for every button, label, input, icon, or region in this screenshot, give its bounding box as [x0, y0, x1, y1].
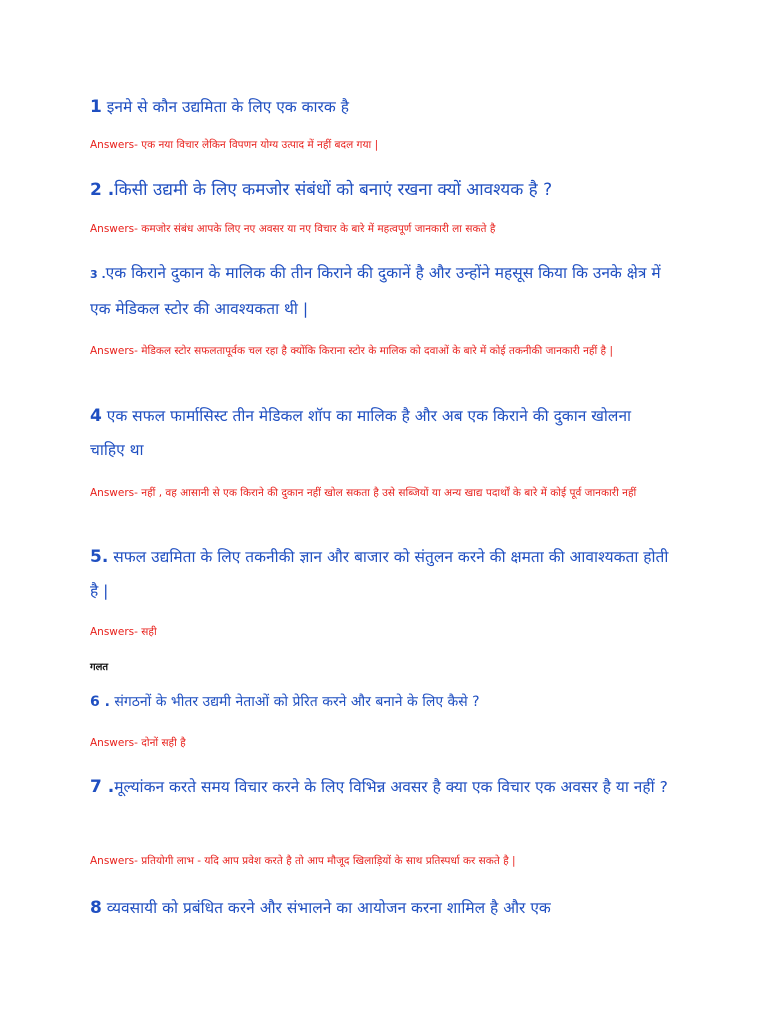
question-text: मूल्यांकन करते समय विचार करने के लिए विभिन्न अवसर है क्या एक विचार एक अवसर है या नहीं ?	[114, 778, 668, 796]
question-text: किसी उद्यमी के लिए कमजोर संबंधों को बनाएं रखना क्यों आवश्यक है ?	[114, 180, 553, 200]
question-text: एक किराने दुकान के मालिक की तीन किराने की दुकानें है और उन्होंने महसूस किया कि उनके क्षेत्र में एक मेडिकल स्टोर की आवश्यकता थी |	[90, 264, 661, 318]
misc-label: गलत	[90, 662, 109, 673]
question-3	[90, 256, 670, 326]
question-text: व्यवसायी को प्रबंधित करने और संभालने का आयोजन करना शामिल है और एक	[101, 899, 551, 917]
answer-5: Answers- सही	[90, 626, 157, 638]
question-text: संगठनों के भीतर उद्यमी नेताओं को प्रेरित करने और बनाने के लिए कैसे ?	[109, 694, 480, 710]
question-number: 1	[90, 97, 102, 117]
question-2	[90, 173, 670, 207]
question-text: सफल उद्यमिता के लिए तकनीकी ज्ञान और बाजार को संतुलन करने की क्षमता की आवाश्यकता होती है |	[90, 548, 669, 600]
question-text: इनमे से कौन उद्यमिता के लिए एक कारक है	[101, 98, 349, 116]
answer-6: Answers- दोनों सही है	[90, 737, 186, 749]
question-4	[90, 399, 670, 467]
question-text: एक सफल फार्मासिस्ट तीन मेडिकल शॉप का मालिक है और अब एक किराने की दुकान खोलना चाहिए था	[90, 407, 632, 459]
question-number: 7 .	[90, 777, 115, 797]
question-number: 5.	[90, 547, 109, 567]
answer-7: Answers- प्रतियोगी लाभ - यदि आप प्रवेश करते है तो आप मौजूद खिलाड़ियों के साथ प्रतिस्पर्धा कर सकते है |	[90, 855, 516, 867]
question-number: 6 .	[90, 694, 110, 710]
answer-2: Answers- कमजोर संबंध आपके लिए नए अवसर या नए विचार के बारे में महत्वपूर्ण जानकारी ला सकते है	[90, 223, 496, 235]
question-8	[90, 891, 670, 925]
question-7	[90, 770, 670, 804]
answer-4: Answers- नहीं , वह आसानी से एक किराने की दुकान नहीं खोल सकता है उसे सब्जियों या अन्य खाद्य पदार्थों के बारे में कोई पूर्व जानकारी नहीं	[90, 487, 637, 499]
question-number: 3 .	[90, 268, 106, 281]
answer-1: Answers- एक नया विचार लेकिन विपणन योग्य उत्पाद में नहीं बदल गया |	[90, 139, 379, 151]
question-number: 4	[90, 406, 102, 426]
question-number: 8	[90, 898, 102, 918]
question-6	[90, 685, 670, 719]
question-1	[90, 90, 670, 124]
question-5	[90, 540, 670, 608]
question-number: 2 .	[90, 180, 115, 200]
answer-3: Answers- मेडिकल स्टोर सफलतापूर्वक चल रहा है क्योंकि किराना स्टोर के मालिक को दवाओं के बारे में कोई तकनीकी जानकारी नहीं है |	[90, 345, 613, 357]
